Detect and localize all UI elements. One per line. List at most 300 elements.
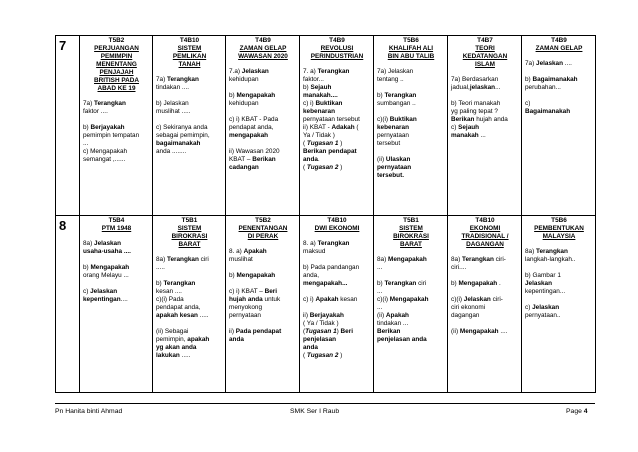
question-text: pemimpin, xyxy=(156,336,188,343)
question-text: . xyxy=(317,156,320,163)
question-text: 8a) xyxy=(377,256,389,263)
topic-code: T4B7 xyxy=(477,37,493,44)
topic-code: T5B1 xyxy=(403,217,419,224)
question-line xyxy=(377,320,445,328)
spacer xyxy=(377,249,445,256)
topic-title-line: SISTEM xyxy=(177,45,202,52)
question-text: c) xyxy=(83,288,91,295)
question-line xyxy=(83,280,150,288)
question-keyword: apakah kesan xyxy=(156,312,198,319)
topic-code: T4B10 xyxy=(475,217,495,224)
question-line xyxy=(451,124,519,132)
question-line xyxy=(156,312,223,320)
question-line xyxy=(525,100,593,108)
question-text: ( xyxy=(303,164,307,171)
topic-title-line: SISTEM xyxy=(177,225,202,232)
question-text: b) xyxy=(451,280,459,287)
topic-title-line: DAGANGAN xyxy=(466,241,504,248)
spacer xyxy=(156,249,223,256)
question-keyword: Tugasan 1 xyxy=(306,140,339,147)
topic-code: T5B6 xyxy=(551,217,567,224)
question-text: faktor... xyxy=(303,76,324,83)
question-keyword: Terangkan xyxy=(317,68,350,75)
question-keyword: Jelaskan xyxy=(90,288,118,295)
question-line xyxy=(525,108,593,116)
question-line xyxy=(377,84,445,92)
question-keyword: pernyataan xyxy=(377,164,412,171)
question-text: ( Ya / Tidak ) xyxy=(303,320,339,327)
question-text: c) xyxy=(525,304,533,311)
question-line xyxy=(303,272,371,280)
topic-code: T5B2 xyxy=(255,217,271,224)
question-text: pernyataan tersebut xyxy=(303,116,360,123)
question-text: anda, xyxy=(303,272,319,279)
question-text: b) xyxy=(377,280,385,287)
topic-cell xyxy=(300,36,374,216)
question-text: .... xyxy=(498,328,508,335)
topic-cell xyxy=(153,36,226,216)
question-line xyxy=(303,124,371,132)
question-line xyxy=(156,336,223,344)
question-line xyxy=(303,256,371,264)
question-keyword: Terangkan xyxy=(536,248,568,255)
question-line xyxy=(303,304,371,312)
question-text: (ii) xyxy=(377,312,386,319)
question-text: Ya / Tidak ) xyxy=(303,132,335,139)
question-line xyxy=(377,328,445,336)
question-text: pendapat anda, xyxy=(229,124,274,131)
question-line xyxy=(229,100,297,108)
spacer xyxy=(525,241,593,248)
question-text: ciri- xyxy=(490,296,503,303)
question-keyword: Buktikan xyxy=(389,116,417,123)
question-line xyxy=(156,296,223,304)
question-keyword: Berikan xyxy=(252,156,276,163)
question-line xyxy=(377,256,445,264)
question-line xyxy=(303,312,371,320)
question-text: sumbangan .. xyxy=(377,100,416,107)
question-keyword: anda xyxy=(303,156,318,163)
question-line xyxy=(229,264,297,272)
question-text: ... xyxy=(377,264,383,271)
question-text: tentang .. xyxy=(377,76,404,83)
topic-title-line: PENENTANGAN xyxy=(238,225,288,232)
question-line xyxy=(451,76,519,84)
question-text: c) Sekiranya anda xyxy=(156,124,208,131)
question-text: ( xyxy=(303,140,307,147)
topic-title-line: MALAYSIA xyxy=(542,233,576,240)
topic-code: T4B10 xyxy=(327,217,347,224)
question-line xyxy=(377,116,445,124)
question-keyword: Terangkan xyxy=(384,280,417,287)
question-text: .... xyxy=(120,296,128,303)
question-text: ) xyxy=(338,164,343,171)
question-text: ( xyxy=(354,124,359,131)
question-keyword: Sejauh xyxy=(310,84,332,91)
question-text: (ii) xyxy=(451,328,460,335)
topic-code: T4B9 xyxy=(255,37,271,44)
question-text: perubahan... xyxy=(525,84,561,91)
question-line xyxy=(303,288,371,296)
topic-cell xyxy=(448,216,522,393)
question-line xyxy=(83,256,150,264)
question-text: ii) xyxy=(303,312,310,319)
question-keyword: manakah.... xyxy=(303,92,338,99)
question-text: b) xyxy=(83,124,91,131)
question-text: 7a) xyxy=(83,100,95,107)
question-text: (ii) xyxy=(377,156,386,163)
question-line xyxy=(229,92,297,100)
question-text: c) xyxy=(451,124,459,131)
question-line xyxy=(377,264,445,272)
question-text: 7a) Berdasarkan xyxy=(451,76,499,83)
question-line xyxy=(229,148,297,156)
question-text: ) xyxy=(338,352,343,359)
question-line xyxy=(83,240,150,248)
question-line xyxy=(229,156,297,164)
question-line xyxy=(229,272,297,280)
question-keyword: jelaskan xyxy=(469,84,496,91)
question-line xyxy=(525,296,593,304)
question-line xyxy=(303,156,371,164)
question-line xyxy=(229,320,297,328)
question-text: untuk xyxy=(262,296,281,303)
question-text: pemimpin tempatan xyxy=(83,132,140,139)
question-keyword: Terangkan xyxy=(163,280,196,287)
question-text: b) Jelaskan xyxy=(156,100,189,107)
question-line xyxy=(525,256,593,264)
question-text: (ii) Sebagai xyxy=(156,328,189,335)
question-line xyxy=(83,108,150,116)
question-line xyxy=(377,272,445,280)
question-keyword: Berikan xyxy=(451,116,475,123)
topic-cell xyxy=(226,216,300,393)
question-text: 7.a) xyxy=(229,68,242,75)
topic-code: T4B9 xyxy=(551,37,567,44)
question-line xyxy=(377,124,445,132)
question-text: ... xyxy=(83,140,89,147)
question-text: ... xyxy=(478,132,486,139)
question-keyword: Mengapakah xyxy=(459,328,499,335)
question-keyword: Mengapakah xyxy=(388,256,427,263)
question-line xyxy=(303,108,371,116)
question-text: ciri xyxy=(416,280,427,287)
question-line xyxy=(229,328,297,336)
question-line xyxy=(83,296,150,304)
question-line xyxy=(156,132,223,140)
question-text: c) i) KBAT – xyxy=(229,288,265,295)
question-line xyxy=(229,312,297,320)
topic-title-line: PERJUANGAN xyxy=(94,45,139,52)
question-text: 7a) Jelaskan xyxy=(377,68,414,75)
question-text: pendapat anda, xyxy=(156,304,201,311)
question-line xyxy=(83,264,150,272)
question-text: pernyataan xyxy=(377,132,409,139)
question-keyword: Beri penjelasan xyxy=(303,328,353,343)
question-line xyxy=(303,164,371,172)
question-keyword: Apakah xyxy=(315,296,339,303)
question-line xyxy=(525,280,593,288)
question-line xyxy=(229,288,297,296)
question-text: .... xyxy=(563,60,572,67)
question-text: c)(i) xyxy=(377,116,390,123)
question-keyword: bagaimanakah xyxy=(156,140,201,147)
topic-code: T5B2 xyxy=(108,37,125,44)
question-text: 8a) xyxy=(525,248,537,255)
question-keyword: Tugasan 2 xyxy=(306,352,339,359)
question-text: c) Mengapakah xyxy=(83,148,128,155)
question-line xyxy=(377,156,445,164)
question-line xyxy=(377,288,445,296)
topic-title-line: KEDATANGAN xyxy=(462,53,508,60)
question-line xyxy=(229,124,297,132)
question-text: kehidupan xyxy=(229,76,259,83)
topic-title-line: TEORI xyxy=(475,45,495,52)
question-keyword: lakukan xyxy=(156,352,180,359)
question-keyword: Terangkan xyxy=(167,256,199,263)
topic-cell xyxy=(374,36,448,216)
question-keyword: Bagaimanakah xyxy=(525,108,571,115)
question-text: semangat ,...... xyxy=(83,156,126,163)
question-line xyxy=(303,320,371,328)
question-line xyxy=(303,116,371,124)
question-text: tersebut xyxy=(377,140,401,147)
question-line xyxy=(229,68,297,76)
question-keyword: Mengapakah xyxy=(389,296,429,303)
question-keyword: kepentingan xyxy=(83,296,121,303)
question-text: kepentingan... xyxy=(525,288,566,295)
question-line xyxy=(377,68,445,76)
question-line xyxy=(229,256,297,264)
question-text: c)(i) xyxy=(451,296,464,303)
question-keyword: usaha-usaha .... xyxy=(83,248,131,255)
question-text: ( xyxy=(303,352,307,359)
topic-title-line: BARAT xyxy=(400,241,422,248)
question-line xyxy=(156,140,223,148)
question-line xyxy=(229,164,297,172)
topic-title-line: DWI EKONOMI xyxy=(314,225,360,232)
question-text: c)(i) xyxy=(377,296,390,303)
question-line xyxy=(229,140,297,148)
question-text: kehidupan xyxy=(229,100,259,107)
topic-cell xyxy=(522,36,596,216)
spacer xyxy=(229,241,297,248)
question-line xyxy=(451,304,519,312)
topic-title-line: BIN ABU TALIB xyxy=(387,53,435,60)
question-keyword: Jelaskan xyxy=(94,240,122,247)
question-line xyxy=(156,84,223,92)
question-text: ii) KBAT - xyxy=(303,124,332,131)
question-line xyxy=(377,336,445,344)
question-line xyxy=(229,248,297,256)
question-line xyxy=(156,148,223,156)
topic-cell xyxy=(522,216,596,393)
spacer xyxy=(525,53,593,60)
spacer xyxy=(451,249,519,256)
question-keyword: yg akan anda xyxy=(156,344,197,351)
topic-title-line: REVOLUSI xyxy=(320,45,354,52)
question-text: tindakan ... xyxy=(377,320,409,327)
question-line xyxy=(377,140,445,148)
question-line xyxy=(451,92,519,100)
question-keyword: manakah xyxy=(451,132,479,139)
topic-title-line: PENJAJAH xyxy=(99,69,134,76)
question-text: ii) Wawasan 2020 xyxy=(229,148,280,155)
topic-title-line: KHALIFAH ALI xyxy=(388,45,434,52)
question-keyword: hujah anda xyxy=(229,296,263,303)
question-keyword: Sejauh xyxy=(458,124,480,131)
question-text: c) i) xyxy=(303,296,316,303)
topic-title-line: PERINDUSTRIAN xyxy=(310,53,364,60)
question-text: muslihat ..... xyxy=(156,108,191,115)
question-keyword: Tugasan 1 xyxy=(305,328,337,335)
spacer xyxy=(156,69,223,76)
question-keyword: Mengapakah xyxy=(90,264,130,271)
question-line xyxy=(451,328,519,336)
question-keyword: Berjayakah xyxy=(90,124,125,131)
question-line xyxy=(156,124,223,132)
question-keyword: apakah xyxy=(187,336,210,343)
question-text: muslihat xyxy=(229,256,253,263)
question-keyword: Adakah xyxy=(331,124,355,131)
question-text: ... xyxy=(377,288,383,295)
question-line xyxy=(156,100,223,108)
question-line xyxy=(303,132,371,140)
question-text: c) i) xyxy=(303,100,316,107)
spacer xyxy=(377,61,445,68)
topic-title-line: PEMBENTUKAN xyxy=(534,225,584,232)
question-line xyxy=(451,116,519,124)
question-line xyxy=(525,76,593,84)
question-text: ciri xyxy=(198,256,209,263)
question-line xyxy=(525,272,593,280)
question-keyword: Jelaskan xyxy=(463,296,491,303)
question-line xyxy=(229,108,297,116)
question-line xyxy=(377,92,445,100)
topic-title-line: BRITISH PADA xyxy=(94,77,139,84)
topic-title-line: PEMLIKAN xyxy=(172,53,207,60)
question-line xyxy=(451,132,519,140)
question-text: b) Pada pandangan xyxy=(303,264,360,271)
spacer xyxy=(303,233,371,240)
question-table xyxy=(55,35,596,393)
topic-title-line: ABAD KE 19 xyxy=(97,85,136,92)
question-keyword: Jelaskan xyxy=(532,304,560,311)
question-text: ... xyxy=(377,304,383,311)
question-text: dagangan xyxy=(451,312,480,319)
question-text: c) i) KBAT - Pada xyxy=(229,116,279,123)
question-line xyxy=(303,100,371,108)
topic-title-line: PEMIMPIN xyxy=(100,53,133,60)
question-text: b) xyxy=(303,84,311,91)
question-line xyxy=(229,296,297,304)
question-line xyxy=(377,132,445,140)
question-text: KBAT – xyxy=(229,156,253,163)
question-text: b) xyxy=(377,92,385,99)
topic-title-line: TRADISIONAL / xyxy=(461,233,509,240)
question-line xyxy=(525,84,593,92)
spacer xyxy=(303,61,371,68)
question-keyword: anda xyxy=(229,336,244,343)
question-text: anda ........ xyxy=(156,148,187,155)
topic-title-line: WAWASAN 2020 xyxy=(238,53,288,60)
question-line xyxy=(156,352,223,360)
question-line xyxy=(377,312,445,320)
question-line xyxy=(156,256,223,264)
question-line xyxy=(303,280,371,288)
footer-author: Pn Hanita binti Ahmad xyxy=(55,408,123,415)
question-line xyxy=(156,76,223,84)
question-line xyxy=(303,344,371,352)
question-text: ..... xyxy=(179,352,191,359)
question-line xyxy=(451,84,519,92)
question-line xyxy=(83,248,150,256)
question-line xyxy=(525,248,593,256)
question-line xyxy=(451,280,519,288)
question-text: c) xyxy=(525,100,531,107)
question-keyword: Jelaskan xyxy=(536,60,564,67)
topic-cell xyxy=(80,36,153,216)
page-label: Page xyxy=(566,408,582,415)
question-line xyxy=(451,256,519,264)
topic-code: T5B6 xyxy=(403,37,419,44)
question-text: b) xyxy=(83,264,91,271)
question-line xyxy=(377,76,445,84)
question-text: b) xyxy=(229,272,237,279)
question-keyword: Berikan xyxy=(377,328,401,335)
question-keyword: mengapakah xyxy=(229,132,269,139)
topic-title-line: BARAT xyxy=(178,241,201,248)
question-line xyxy=(525,288,593,296)
topic-title-line: SISTEM xyxy=(399,225,423,232)
question-keyword: kebenaran xyxy=(303,108,335,115)
question-line xyxy=(156,280,223,288)
question-keyword: Bagaimanakah xyxy=(532,76,578,83)
question-line xyxy=(156,344,223,352)
question-keyword: Terangkan xyxy=(167,76,199,83)
question-keyword: Terangkan xyxy=(317,240,350,247)
question-text: langkah-langkah.. xyxy=(525,256,576,263)
question-keyword: Beri xyxy=(264,288,278,295)
question-line xyxy=(303,264,371,272)
table-row-7 xyxy=(56,36,596,216)
topic-title-line: ISLAM xyxy=(475,61,495,68)
question-keyword: Mengapakah xyxy=(458,280,498,287)
question-line xyxy=(83,116,150,124)
question-line xyxy=(525,312,593,320)
question-line xyxy=(303,68,371,76)
question-line xyxy=(83,140,150,148)
question-text: orang Melayu ... xyxy=(83,272,129,279)
spacer xyxy=(83,233,150,240)
question-line xyxy=(525,304,593,312)
question-line xyxy=(377,164,445,172)
question-keyword: cadangan xyxy=(229,164,259,171)
question-line xyxy=(229,116,297,124)
question-line xyxy=(525,60,593,68)
question-line xyxy=(156,304,223,312)
topic-code: T5B1 xyxy=(181,217,198,224)
question-line xyxy=(377,172,445,180)
question-line xyxy=(451,264,519,272)
topic-title-line: BIROKRASI xyxy=(393,233,429,240)
question-keyword: Terangkan xyxy=(462,256,494,263)
question-line xyxy=(83,288,150,296)
question-line xyxy=(156,328,223,336)
question-keyword: Mengapakah xyxy=(236,272,276,279)
question-keyword: Terangkan xyxy=(384,92,417,99)
topic-title-line: ZAMAN GELAP xyxy=(535,45,583,52)
